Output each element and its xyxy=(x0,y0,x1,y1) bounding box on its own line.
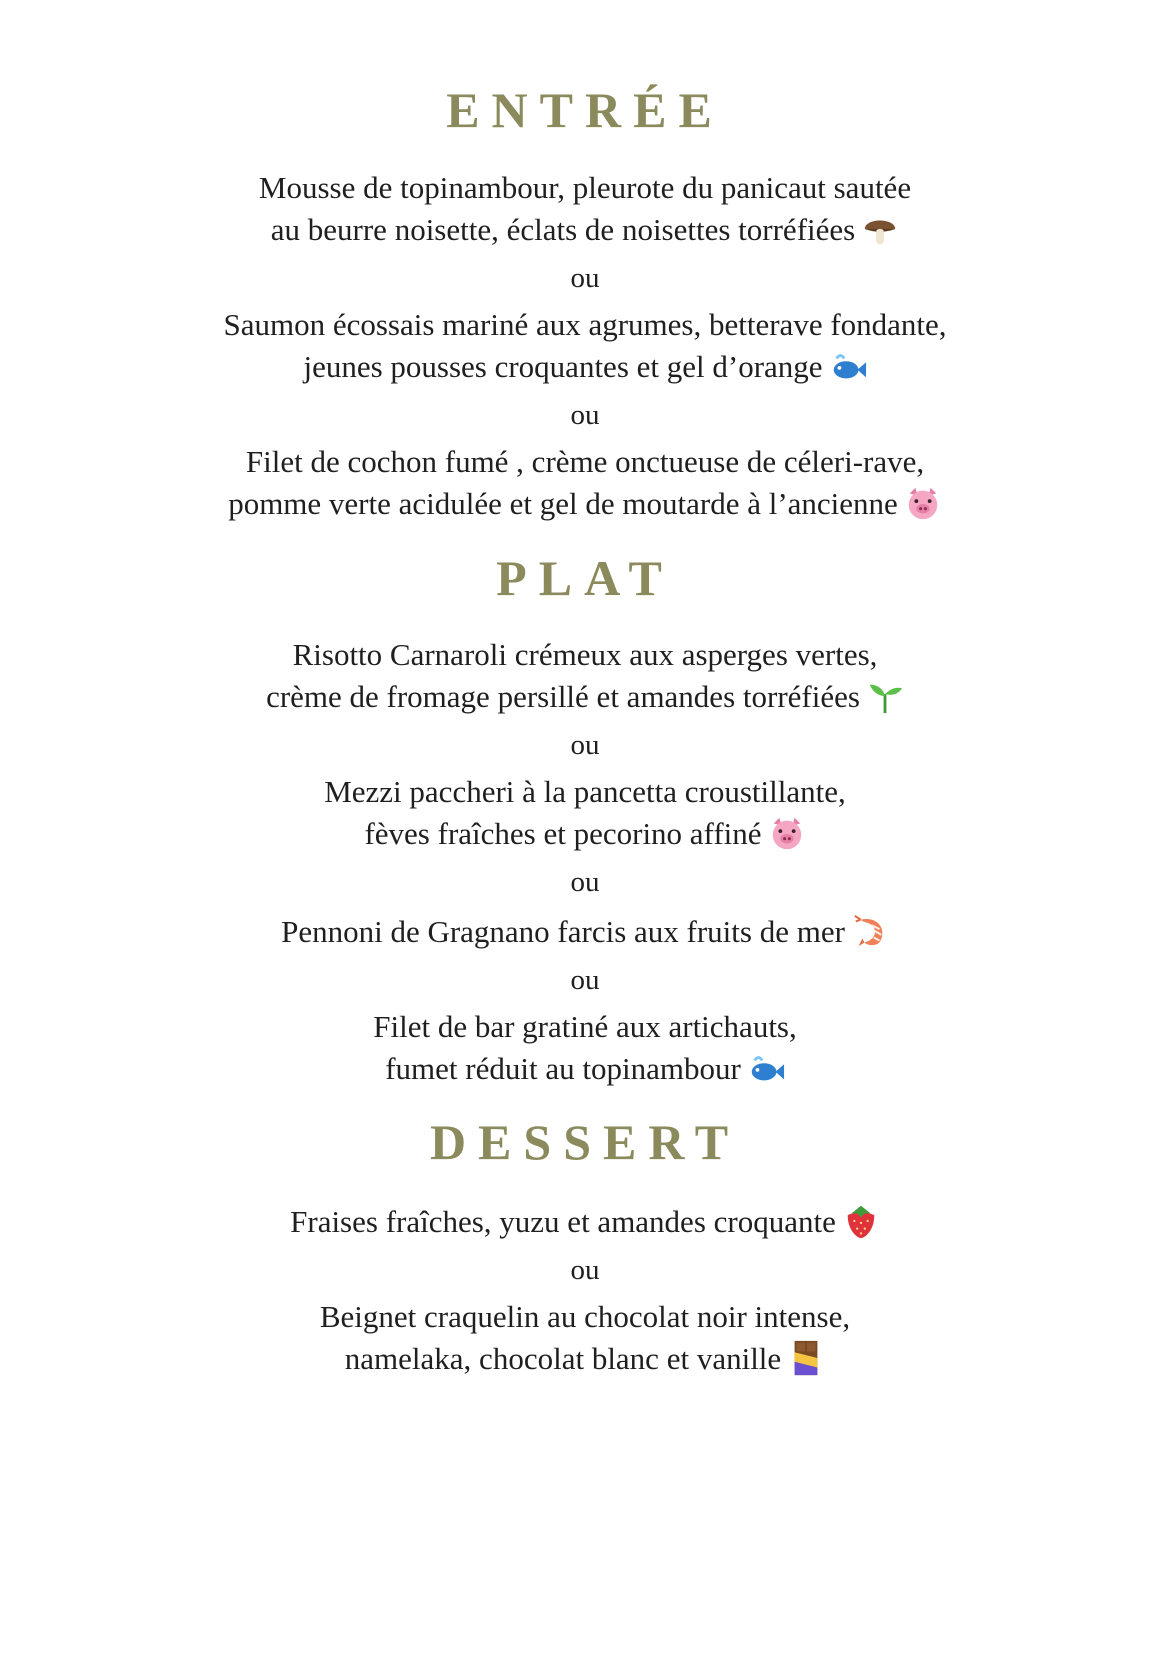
menu-item-line: crème de fromage persillé et amandes torréfiées xyxy=(0,675,1170,719)
menu-item-line: Fraises fraîches, yuzu et amandes croquante xyxy=(0,1200,1170,1244)
section-title-plat: PLAT xyxy=(496,550,674,606)
strawberry-icon xyxy=(842,1202,880,1240)
menu-item-line: jeunes pousses croquantes et gel d’orange xyxy=(0,345,1170,389)
menu-item-line: Mezzi paccheri à la pancetta croustillante, xyxy=(324,774,846,809)
separator-ou: ou xyxy=(570,399,600,431)
separator-ou: ou xyxy=(570,964,600,996)
pig-icon xyxy=(904,484,942,522)
shrimp-icon xyxy=(851,912,889,950)
menu-item-line: Filet de cochon fumé , crème onctueuse de céleri-rave, xyxy=(245,444,925,479)
menu-item-line: Saumon écossais mariné aux agrumes, betterave fondante, xyxy=(223,307,947,342)
fish-icon xyxy=(829,347,867,385)
seedling-icon xyxy=(866,677,904,715)
menu-item-line: Beignet craquelin au chocolat noir intense, xyxy=(319,1299,851,1334)
section-title-entree: ENTRÉE xyxy=(446,82,724,138)
menu-item-line: Mousse de topinambour, pleurote du panicaut sautée xyxy=(258,170,912,205)
separator-ou: ou xyxy=(570,262,600,294)
separator-ou: ou xyxy=(570,729,600,761)
menu-item-line: fèves fraîches et pecorino affiné xyxy=(0,812,1170,856)
menu-item-line: Risotto Carnaroli crémeux aux asperges vertes, xyxy=(292,637,878,672)
section-title-dessert: DESSERT xyxy=(429,1114,741,1170)
menu-item-line: fumet réduit au topinambour xyxy=(0,1047,1170,1091)
pig-icon xyxy=(768,814,806,852)
menu-item-line: Pennoni de Gragnano farcis aux fruits de mer xyxy=(0,910,1170,954)
chocolate-bar-icon xyxy=(787,1339,825,1377)
mushroom-icon xyxy=(861,210,899,248)
menu-item-line: au beurre noisette, éclats de noisettes torréfiées xyxy=(0,208,1170,252)
menu-item-line: Filet de bar gratiné aux artichauts, xyxy=(373,1009,797,1044)
menu-item-line: pomme verte acidulée et gel de moutarde à l’ancienne xyxy=(0,482,1170,526)
separator-ou: ou xyxy=(570,866,600,898)
fish-icon xyxy=(747,1049,785,1087)
menu-item-line: namelaka, chocolat blanc et vanille xyxy=(0,1337,1170,1381)
separator-ou: ou xyxy=(570,1254,600,1286)
